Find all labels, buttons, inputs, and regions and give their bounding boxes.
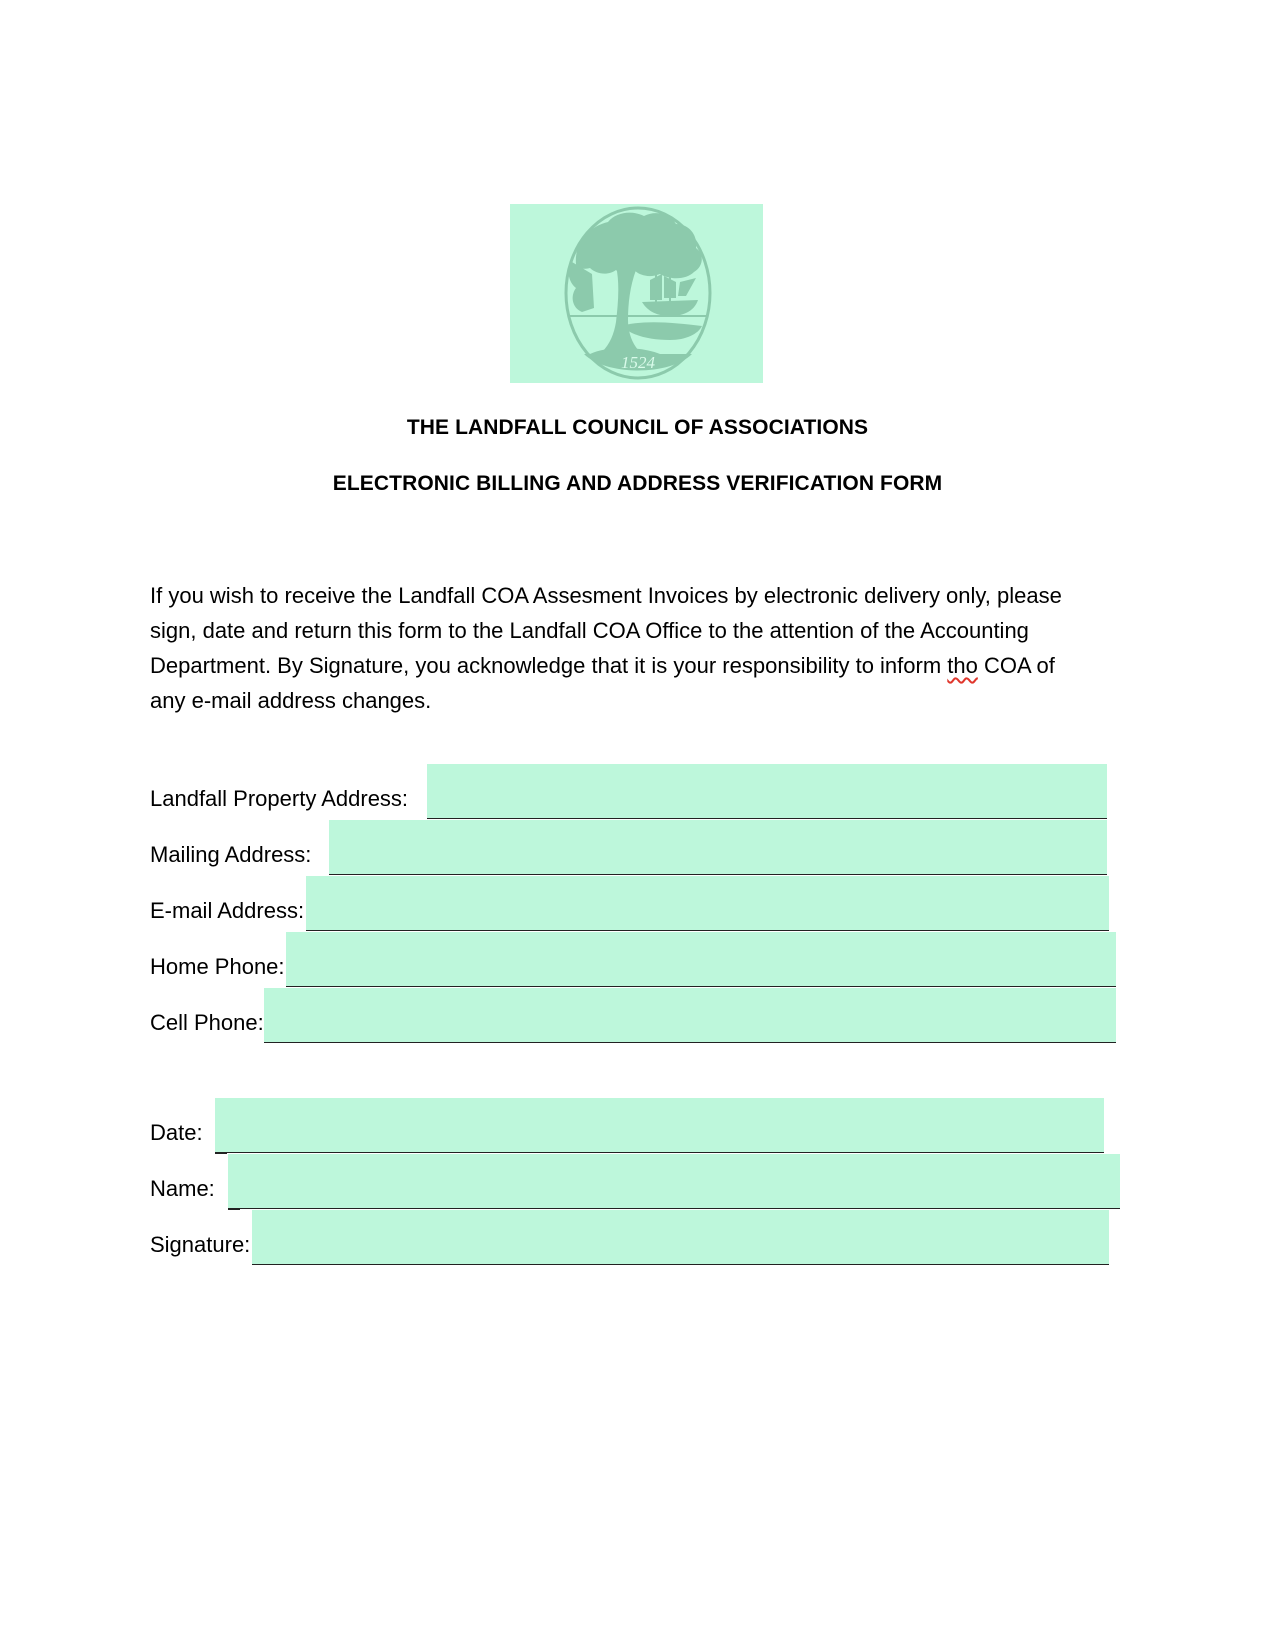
- mailing-address-field[interactable]: [329, 820, 1107, 875]
- property-address-row: [150, 764, 1110, 820]
- intro-line-2: sign, date and return this form to the Landfall COA Office to the attention of the Accounting: [150, 618, 1029, 643]
- property-address-field[interactable]: [427, 764, 1107, 819]
- intro-line-3-start: Department. By Signature, you acknowledge that it is your responsibility to inform: [150, 653, 948, 678]
- home-phone-field[interactable]: [286, 932, 1116, 987]
- home-phone-row: [150, 932, 1120, 988]
- email-address-row: [150, 876, 1110, 932]
- seal-year: 1524: [621, 353, 655, 372]
- email-address-label: E-mail Address:: [150, 898, 305, 923]
- tree-ship-seal-icon: [510, 204, 763, 383]
- date-field[interactable]: [215, 1098, 1104, 1153]
- mailing-address-row: [150, 820, 1110, 876]
- signature-field[interactable]: [252, 1210, 1109, 1265]
- property-address-label: Landfall Property Address:: [150, 786, 409, 811]
- intro-paragraph: [150, 578, 1130, 718]
- name-row: [150, 1154, 1130, 1210]
- signature-label: Signature:: [150, 1232, 251, 1257]
- name-field[interactable]: [228, 1154, 1120, 1209]
- misspelled-word: tho: [947, 653, 978, 678]
- intro-line-3: [150, 648, 1130, 683]
- email-address-field[interactable]: [306, 876, 1109, 931]
- cell-phone-label: Cell Phone:: [150, 1010, 264, 1035]
- intro-line-3-end: COA of: [977, 653, 1055, 678]
- date-row: [150, 1098, 1110, 1154]
- date-label: Date:: [150, 1120, 203, 1145]
- page-title: THE LANDFALL COUNCIL OF ASSOCIATIONS: [406, 416, 869, 439]
- form-title: ELECTRONIC BILLING AND ADDRESS VERIFICATION FORM: [332, 472, 943, 495]
- cell-phone-field[interactable]: [264, 988, 1116, 1043]
- intro-line-1: If you wish to receive the Landfall COA Assesment Invoices by electronic delivery only, please: [150, 583, 1062, 608]
- home-phone-label: Home Phone:: [150, 954, 285, 979]
- cell-phone-row: [150, 988, 1120, 1044]
- signature-row: [150, 1210, 1110, 1266]
- intro-line-4: any e-mail address changes.: [150, 688, 432, 713]
- landfall-seal-logo: [510, 204, 763, 383]
- mailing-address-label: Mailing Address:: [150, 842, 312, 867]
- name-label: Name:: [150, 1176, 215, 1201]
